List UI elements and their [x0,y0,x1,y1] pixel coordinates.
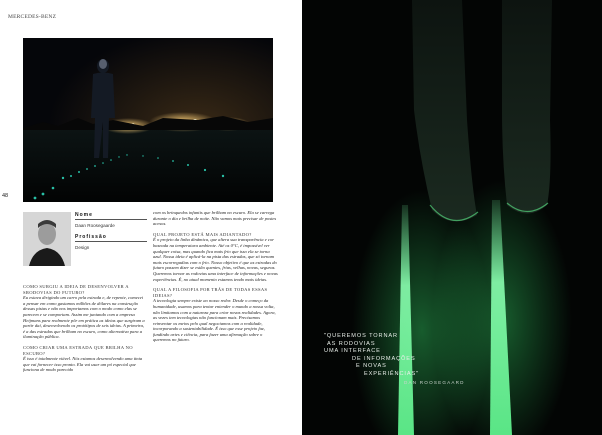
question-4: QUAL A FILOSOFIA POR TRÁS DE TODAS ESSAS IDEIAS? [153,287,268,298]
quote-line: EXPERIÊNCIAS" [364,370,420,377]
profession-value: Design [75,245,90,250]
quote-line: AS RODOVIAS [327,340,376,347]
page-number: 48 [2,193,9,199]
answer-2: É isso é totalmente viável. Nós estamos desenvolvendo uma tinta que vai fornecer isso pronto. Ela vai usar um pó especial que funciona de modo parecido [23,356,143,373]
answer-3: É o projeto da linha dinâmica, que altera sua transparência e cor baseada na temperatura ambiente. Até os 0°C, é impossível ver qualquer coisa, mas quando fica mais frio que isso ela se torna azul. Nossa ideia é aplicá-la na pista das estradas, que só tornam mais escorregadias com o frio. Nosso objetivo é que as estradas do futuro passem dizer se estão quentes, frias, velhas, novas, seguras. Queremos tornar as rodovias uma interface de informações e novas experiências. É, no atual momento estamos tendo mais ideias. [153,237,278,282]
portrait-illustration [23,212,71,266]
answer-2-continued: com os brinquedos infantis que brilham no escuro. Ela se carrega durante o dia e brilha de noite. Não vamos mais precisar de postes acesos. [153,210,277,227]
text-column-2 [153,210,278,343]
hero-photo [23,38,273,202]
profession-label: Profissão [75,234,147,242]
name-value: Daan Roosegaarde [75,223,115,228]
author-portrait [23,212,71,266]
answer-4: A tecnologia sempre existe ao nosso redor. Desde o começo da humanidade, usamos para tentar entender o mundo a nossa volta, não limitamos com a natureza para criar novas realidades. Agora, as vezes tem tecnologias não funcionam mais. Precisamos reinventar os meios pelo qual negociamos com a realidade, incorporando a sustentabilidade. É isso que esse projeto faz, fundindo artes e ciência, para fazer uma afirmação sobre o queremos no futuro. [153,298,276,343]
name-label: Nome [75,212,147,220]
quote-author: DAN ROOSEGAARD [404,379,465,385]
quote-line: UMA INTERFACE [324,348,381,355]
question-2: COMO CRIAR UMA ESTRADA QUE BRILHA NO ESCURO? [23,344,133,356]
running-header: MERCEDES-BENZ [8,14,57,20]
night-road-illustration [23,38,273,202]
quote-line: DE INFORMAÇÕES [352,355,416,362]
text-column-1 [23,279,145,373]
quote-line: "QUEREMOS TORNAR [324,333,398,339]
pull-quote [324,333,465,386]
quote-line: E NOVAS [356,363,387,370]
answer-1: Eu estava dirigindo um carro pela estrada e, de repente, comecei a pensar em como gastamos milhões de dólares na construção dessas pistas e não nos importamos com o modo como elas se parecem e se comportam. Assim me juntando com a empresa Heijmans para realmente pôr em prática as ideias que surgiram a partir daí, desenvolvendo os protótipos de seis ideias. A primeira, é a das estradas que brilham no escuro, como alternativa para a iluminação pública. [23,295,145,340]
profile-box [75,212,147,256]
right-page-photo [302,0,602,435]
question-1: COMO SURGIU A IDEIA DE DESENVOLVER A SRODOVIAS DO FUTURO? [23,284,129,295]
question-3: QUAL PROJETO ESTÁ MAIS ADIANTADO? [153,231,252,237]
